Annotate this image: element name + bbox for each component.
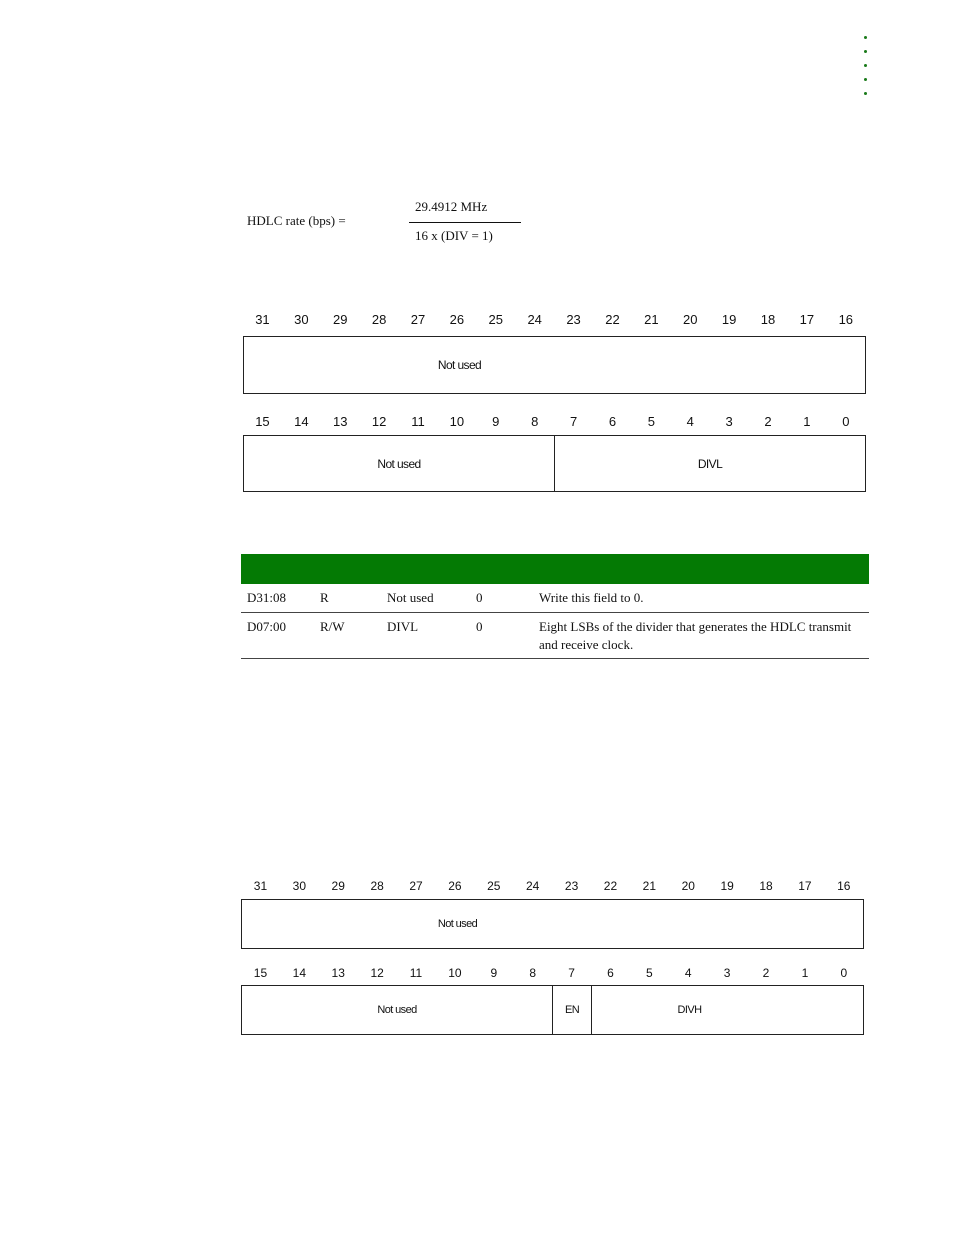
bit-number: 29	[331, 879, 345, 893]
bit-number: 28	[370, 879, 384, 893]
bit-number: 5	[646, 966, 653, 980]
bit-number: 16	[838, 312, 854, 327]
bit-number: 24	[526, 879, 540, 893]
bit-number: 16	[837, 879, 851, 893]
bit-number: 31	[253, 879, 268, 893]
bit-number: 21	[644, 312, 659, 327]
bit-number: 10	[449, 414, 465, 429]
bit-numbers-upper	[243, 312, 865, 327]
bit-number: 23	[566, 312, 581, 327]
bit-number: 8	[529, 966, 537, 980]
register-fields-upper	[243, 336, 866, 394]
bit-number: 21	[642, 879, 657, 893]
bit-number: 11	[409, 966, 423, 980]
bit-number: 13	[332, 414, 348, 429]
field-en: EN	[552, 986, 591, 1034]
mnemonic-cell: DIVL	[387, 619, 419, 634]
bit-number: 6	[608, 414, 617, 429]
bit-number: 17	[799, 312, 815, 327]
bit-number: 14	[294, 414, 309, 429]
bit-number: 1	[801, 966, 809, 980]
bit-number: 7	[569, 414, 578, 429]
bit-number: 20	[681, 879, 695, 893]
bit-number: 31	[255, 312, 270, 327]
bit-number: 3	[725, 414, 733, 429]
bit-number: 28	[371, 312, 387, 327]
bit-number: 25	[487, 879, 501, 893]
access-cell: R/W	[320, 619, 345, 634]
formula-denominator: 16 x (DIV = 1)	[415, 228, 493, 243]
bit-number: 25	[488, 312, 504, 327]
bit-number: 8	[531, 414, 539, 429]
bit-description-table	[241, 554, 869, 659]
bit-number: 0	[842, 414, 850, 429]
bit-number: 10	[448, 966, 462, 980]
bit-number: 6	[607, 966, 614, 980]
bit-number: 2	[762, 966, 770, 980]
table-header	[241, 554, 869, 584]
table-row	[241, 584, 869, 613]
bit-number: 15	[255, 414, 270, 429]
bit-numbers-lower	[241, 966, 863, 980]
field-not-used: Not used	[437, 358, 482, 372]
bit-number: 4	[686, 414, 694, 429]
bit-number: 15	[253, 966, 268, 980]
field-not-used: Not used	[377, 1004, 417, 1016]
bit-number: 30	[292, 879, 307, 893]
bit-number: 0	[840, 966, 848, 980]
bit-number: 2	[764, 414, 772, 429]
bit-number: 5	[647, 414, 655, 429]
bit-number: 17	[798, 879, 812, 893]
bit-number: 3	[723, 966, 731, 980]
bit-number: 27	[409, 879, 423, 893]
access-cell: R	[320, 590, 329, 605]
bit-number: 18	[759, 879, 773, 893]
formula-lhs: HDLC rate (bps) =	[247, 213, 346, 228]
formula-numerator: 29.4912 MHz	[415, 199, 488, 214]
bit-number: 22	[603, 879, 618, 893]
bit-number: 24	[527, 312, 542, 327]
table-row	[241, 613, 869, 659]
register-fields-upper	[241, 899, 864, 949]
bits-cell: D07:00	[247, 619, 286, 634]
bit-number: 19	[720, 879, 734, 893]
register-fields-lower	[241, 985, 864, 1035]
reset-cell: 0	[476, 619, 483, 634]
margin-dots	[864, 36, 870, 106]
bit-number: 23	[564, 879, 579, 893]
bit-number: 11	[411, 414, 425, 429]
bit-number: 12	[370, 966, 384, 980]
fraction-bar	[409, 222, 521, 223]
bit-number: 26	[449, 312, 465, 327]
bit-number: 26	[448, 879, 462, 893]
bit-number: 29	[332, 312, 348, 327]
bit-number: 12	[371, 414, 387, 429]
description-cell: Eight LSBs of the divider that generates the HDLC transmit and receive clock.	[539, 619, 852, 652]
reset-cell: 0	[476, 590, 483, 605]
field-not-used: Not used	[377, 456, 421, 471]
bit-number: 7	[568, 966, 575, 980]
bit-number: 14	[292, 966, 307, 980]
bit-number: 19	[721, 312, 737, 327]
bit-number: 18	[760, 312, 776, 327]
mnemonic-cell: Not used	[387, 590, 434, 605]
bit-number: 1	[803, 414, 811, 429]
description-cell: Write this field to 0.	[539, 590, 644, 605]
bit-number: 30	[294, 312, 309, 327]
bit-number: 22	[605, 312, 620, 327]
bit-number: 13	[331, 966, 345, 980]
bits-cell: D31:08	[247, 590, 286, 605]
register-fields-lower	[243, 435, 866, 492]
bit-number: 20	[683, 312, 698, 327]
bit-numbers-upper	[241, 879, 863, 893]
field-not-used: Not used	[437, 918, 478, 930]
bit-number: 9	[490, 966, 498, 980]
bit-numbers-lower	[243, 414, 865, 429]
field-divh: DIVH	[591, 986, 863, 1034]
bit-number: 4	[684, 966, 692, 980]
bit-number: 27	[410, 312, 426, 327]
bit-number: 9	[492, 414, 500, 429]
field-divl: DIVL	[554, 436, 865, 491]
hdlc-rate-formula	[247, 197, 547, 257]
